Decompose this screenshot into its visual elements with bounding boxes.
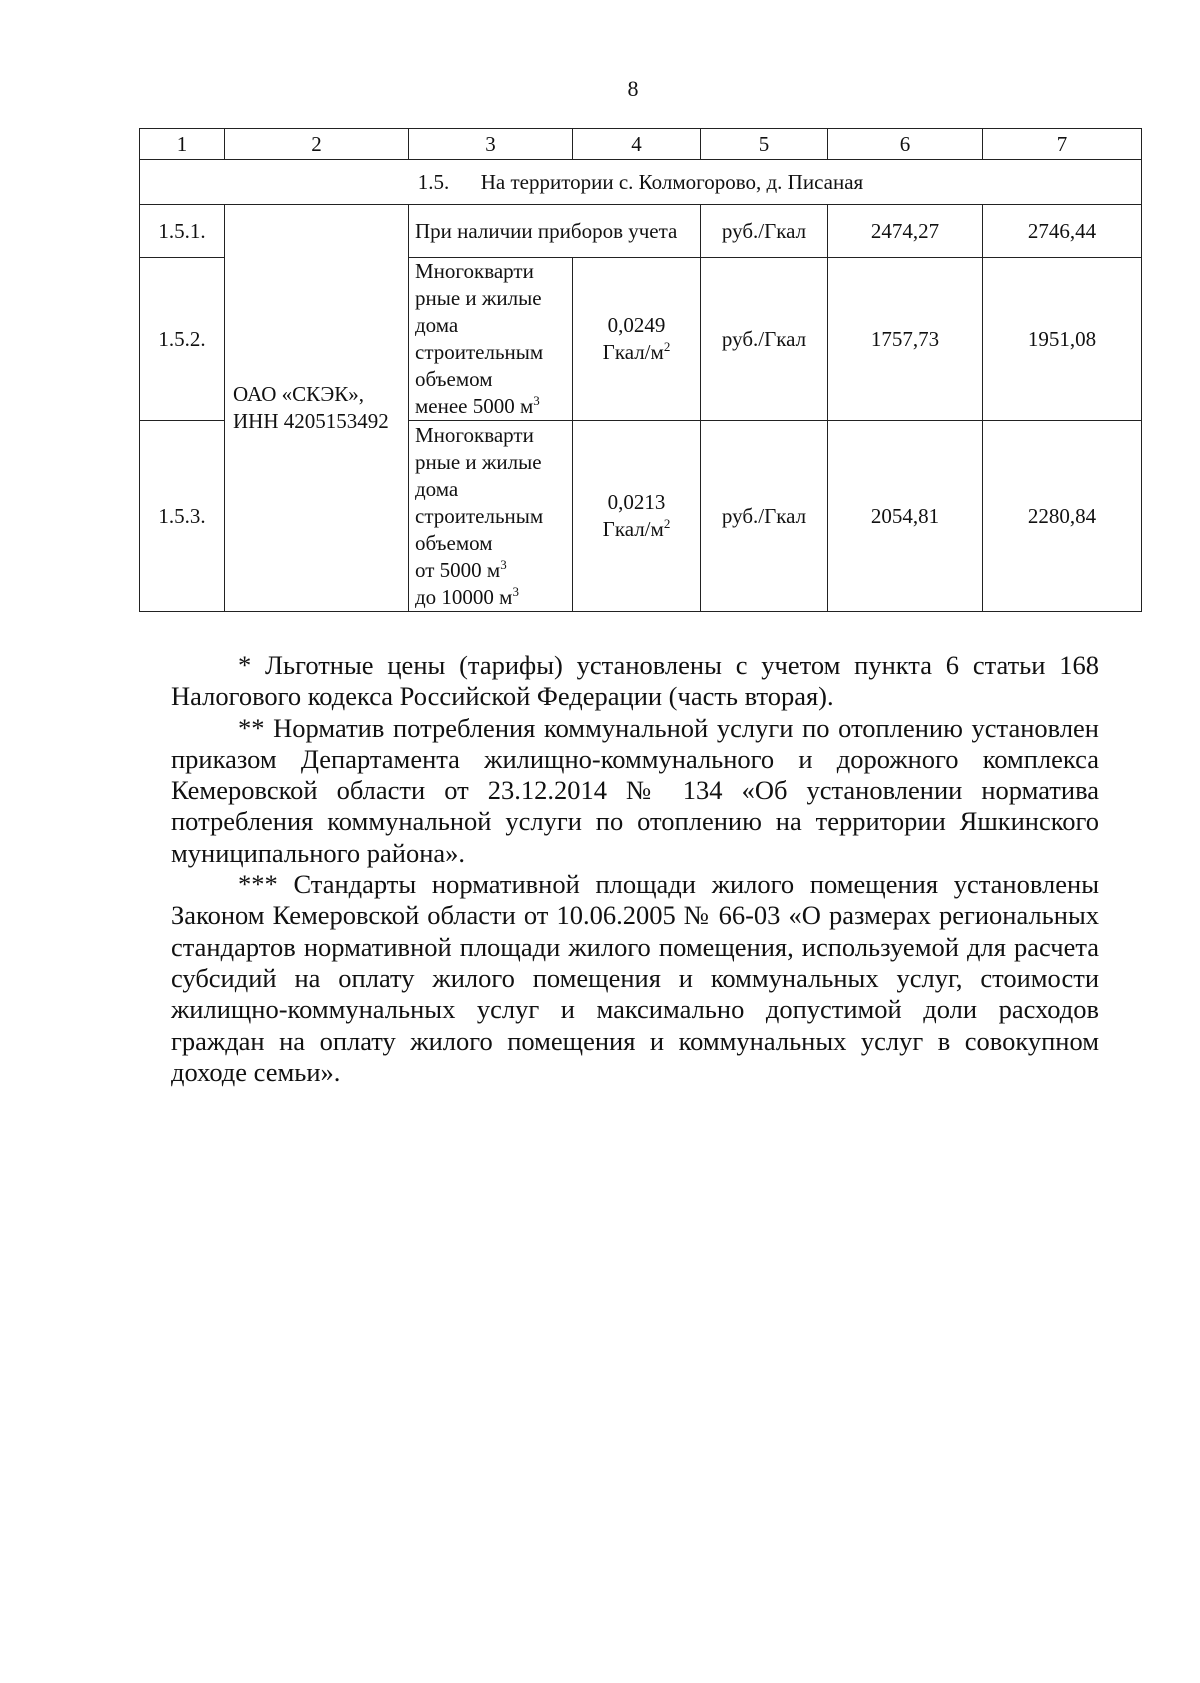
row-value-2: 1951,08 [983, 258, 1142, 421]
superscript: 3 [500, 556, 507, 572]
description-line: объемом [415, 530, 493, 555]
description-line: рные и жилые [415, 449, 542, 474]
section-row [140, 160, 1142, 205]
description-line: дома [415, 313, 459, 337]
superscript: 3 [533, 393, 540, 408]
row-value-1: 2474,27 [828, 205, 983, 258]
column-number: 2 [225, 129, 409, 160]
footnotes [171, 650, 1099, 1088]
row-description [409, 258, 573, 421]
section-title: На территории с. Колмогорово, д. Писаная [480, 169, 864, 194]
description-line: Многокварти [415, 259, 534, 283]
description-line: строительным [415, 503, 544, 528]
column-number-row [140, 129, 1142, 160]
norm-unit: Гкал/м [602, 340, 664, 364]
norm-unit: Гкал/м [602, 517, 664, 541]
norm-value: 0,0249 [607, 313, 666, 337]
superscript: 2 [663, 339, 671, 354]
row-unit: руб./Гкал [701, 258, 828, 421]
row-norm [573, 258, 701, 421]
organization-inn: ИНН 4205153492 [233, 409, 389, 433]
row-value-2: 2280,84 [983, 421, 1142, 612]
column-number: 6 [828, 129, 983, 160]
row-value-2: 2746,44 [983, 205, 1142, 258]
description-line-with-sup [415, 393, 568, 420]
description-line: объемом [415, 367, 493, 391]
row-value-1: 1757,73 [828, 258, 983, 421]
row-unit: руб./Гкал [701, 421, 828, 612]
row-number: 1.5.1. [140, 205, 225, 258]
column-number: 5 [701, 129, 828, 160]
organization-name: ОАО «СКЭК», [233, 382, 365, 406]
table-row [140, 205, 1142, 258]
section-number: 1.5. [417, 169, 450, 194]
footnote: * Льготные цены (тарифы) установлены с учетом пункта 6 статьи 168 Налогового кодекса Российской Федерации (часть вторая). [171, 650, 1099, 712]
column-number: 7 [983, 129, 1142, 160]
row-unit: руб./Гкал [701, 205, 828, 258]
page-number: 8 [627, 76, 639, 101]
organization-cell [225, 205, 409, 612]
norm-unit-line [577, 339, 696, 366]
tariff-table [139, 128, 1142, 612]
row-number: 1.5.2. [140, 258, 225, 421]
description-line: до 10000 м [415, 584, 513, 609]
description-line-with-sup [415, 557, 568, 584]
description-line: рные и жилые [415, 286, 542, 310]
description-line: строительным [415, 340, 544, 364]
row-value-1: 2054,81 [828, 421, 983, 612]
row-description [409, 421, 573, 612]
column-number: 1 [140, 129, 225, 160]
description-line: дома [415, 476, 459, 501]
norm-value: 0,0213 [607, 490, 666, 514]
row-norm [573, 421, 701, 612]
norm-unit-line [577, 516, 696, 543]
section-heading [140, 160, 1142, 205]
column-number: 3 [409, 129, 573, 160]
column-number: 4 [573, 129, 701, 160]
row-description: При наличии приборов учета [409, 205, 701, 258]
superscript: 2 [663, 516, 671, 531]
description-line: Многокварти [415, 422, 534, 447]
footnote: *** Стандарты нормативной площади жилого помещения установлены Законом Кемеровской области от 10.06.2005 № 66-03 «О размерах региональных стандартов нормативной площади жилого помещения, используемой для расчета субсидий на оплату жилого помещения и коммунальных услуг, стоимости жилищно-коммунальных услуг и максимально допустимой доли расходов граждан на оплату жилого помещения и коммунальных услуг в совокупном доходе семьи». [171, 869, 1099, 1087]
row-number: 1.5.3. [140, 421, 225, 612]
description-line: менее 5000 м [415, 394, 534, 418]
superscript: 3 [512, 583, 519, 599]
description-line-with-sup [415, 584, 568, 611]
description-line: от 5000 м [415, 557, 501, 582]
footnote: ** Норматив потребления коммунальной услуги по отоплению установлен приказом Департамента жилищно-коммунального и дорожного комплекса Кемеровской области от 23.12.2014 № 134 «Об установлении норматива потребления коммунальной услуги по отоплению на территории Яшкинского муниципального района». [171, 712, 1099, 868]
